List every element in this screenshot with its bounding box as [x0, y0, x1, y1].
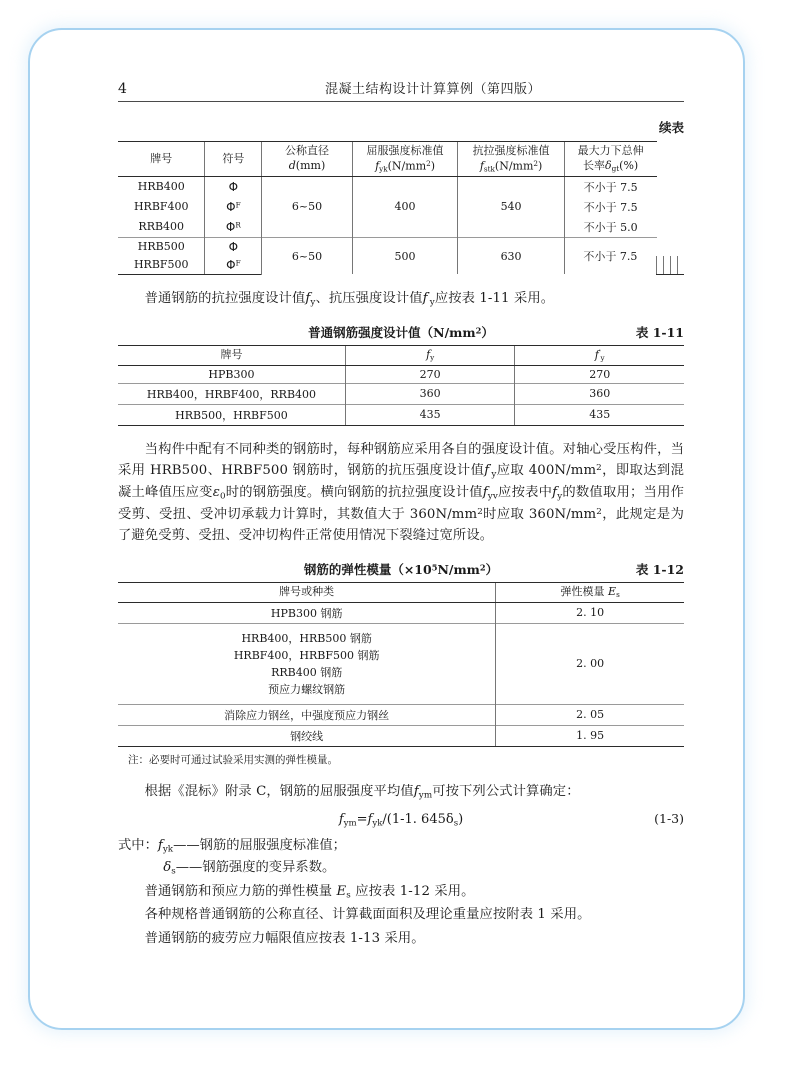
- cell-fy-prime: 270: [515, 365, 684, 383]
- cell-modulus: 2. 10: [496, 602, 684, 623]
- table-row-header: [118, 142, 684, 177]
- cell-fy-prime: 435: [515, 404, 684, 425]
- cell-symbol: Φ: [205, 176, 262, 197]
- cell-elongation: 不小于 7.5: [564, 176, 656, 197]
- th-modulus: 弹性模量 $E_s$: [496, 582, 684, 602]
- th-fy: $f_y$: [345, 345, 515, 365]
- formula-expression: $f_{ym}=f_{yk}/(1-1$. $645\delta_s$): [338, 812, 464, 829]
- cell-diameter: 6~50: [262, 176, 352, 237]
- cell-modulus: 2. 00: [496, 623, 684, 704]
- cell-grade: HRBF400: [133, 200, 189, 214]
- cell-symbol: Φ: [205, 237, 262, 256]
- cell-kind: 消除应力钢丝，中强度预应力钢丝: [118, 704, 496, 725]
- th-fy-prime: $f'_y$: [515, 345, 684, 365]
- cell-elongation: 不小于 7.5: [564, 197, 656, 217]
- cell-kind: HPB300 钢筋: [270, 606, 343, 620]
- cell-fy: 360: [345, 383, 515, 404]
- page-sheet: [118, 78, 684, 952]
- cell-grade: HRB400，HRBF400，RRB400: [118, 383, 345, 404]
- table-row: [118, 365, 684, 383]
- cell-grade: HRBF500: [118, 256, 205, 275]
- cell-kind: 钢绞线: [118, 725, 496, 746]
- closing-paragraph-2: 各种规格普通钢筋的公称直径、计算截面面积及理论重量应按附表 1 采用。: [144, 907, 591, 923]
- cell-fy: 435: [345, 404, 515, 425]
- table-row: [118, 383, 684, 404]
- formula-1-3: [118, 811, 684, 828]
- th-grade: 牌号: [118, 142, 205, 177]
- equation-number: (1-3): [654, 811, 684, 827]
- cell-grade: HRB400: [137, 180, 185, 194]
- th-yield: 屈服强度标准值 $f_{yk}(N/mm^2)$: [352, 142, 458, 177]
- cell-symbol: $\Phi^F$: [205, 197, 262, 217]
- cell-yield: 400: [352, 176, 458, 237]
- cell-diameter: 6~50: [262, 237, 352, 274]
- book-title: 混凝土结构设计计算算例（第四版）: [324, 82, 541, 97]
- th-diameter: 公称直径 d(mm): [262, 142, 352, 177]
- th-grade: 牌号: [118, 345, 345, 365]
- closing-paragraph-3: 普通钢筋的疲劳应力幅限值应按表 1-13 采用。: [144, 930, 425, 946]
- cell-tensile: 630: [458, 237, 564, 274]
- cell-grade: HPB300: [208, 367, 255, 381]
- table-1-12: [118, 582, 684, 747]
- cell-fy: 270: [345, 365, 515, 383]
- continued-table-label: 续表: [658, 120, 684, 135]
- table-1-11: [118, 345, 684, 426]
- paragraph-before-table-1-11: 普通钢筋的抗拉强度设计值$f_y$、抗压强度设计值$f'_y$应按表 1-11 采用。: [144, 290, 555, 308]
- closing-paragraph-1: 普通钢筋和预应力筋的弹性模量 $E_s$ 应按表 1-12 采用。: [144, 883, 475, 901]
- header-rule: [118, 101, 684, 102]
- table-row: [118, 237, 684, 256]
- table-row: [118, 725, 684, 746]
- table-row-header: [118, 345, 684, 365]
- th-kind: 牌号或种类: [118, 582, 496, 602]
- formula-lead-paragraph: 根据《混标》附录 C，钢筋的屈服强度平均值$f_{ym}$可按下列公式计算确定：: [144, 783, 580, 801]
- table-row: [118, 602, 684, 623]
- table-row: [118, 404, 684, 425]
- cell-grade: HRB500: [118, 237, 205, 256]
- page-number: 4: [118, 81, 127, 97]
- caption-number: 表 1-11: [635, 324, 684, 340]
- caption-number: 表 1-12: [635, 561, 684, 577]
- cell-elongation: 不小于 5.0: [564, 217, 656, 238]
- table-1-11-caption: [118, 323, 684, 341]
- cell-grade: HRB500，HRBF500: [118, 404, 345, 425]
- th-elongation: 最大力下总伸 长率$\delta_{gt}(\%)$: [564, 142, 656, 177]
- where-line-2: $\delta_s——$钢筋强度的变异系数。: [163, 860, 336, 877]
- cell-symbol: $\Phi^F$: [205, 256, 262, 275]
- cell-kind: HRB400，HRB500 钢筋 HRBF400，HRBF500 钢筋 RRB400 钢筋 预应力螺纹钢筋: [118, 623, 496, 704]
- cell-symbol: $\Phi^R$: [205, 217, 262, 238]
- where-line-1: 式中：$f_{yk}——$钢筋的屈服强度标准值；: [118, 837, 346, 855]
- table-row-header: [118, 582, 684, 602]
- cell-modulus: 2. 05: [496, 704, 684, 725]
- th-symbol: 符号: [205, 142, 262, 177]
- table-continued: [118, 141, 684, 275]
- caption-title: 普通钢筋强度设计值$(N/mm^2)$: [308, 324, 494, 340]
- table-row: [118, 704, 684, 725]
- cell-modulus: 1. 95: [496, 725, 684, 746]
- th-tensile: 抗拉强度标准值 $f_{stk}(N/mm^2)$: [458, 142, 564, 177]
- caption-title: 钢筋的弹性模量$(\times 10^5N/mm^2)$: [303, 561, 499, 577]
- table-row: [118, 176, 684, 197]
- running-head: [118, 78, 684, 98]
- cell-fy-prime: 360: [515, 383, 684, 404]
- main-paragraph: 当构件中配有不同种类的钢筋时，每种钢筋应采用各自的强度设计值。对轴心受压构件，当采用 HRB500、HRBF500 钢筋时，钢筋的抗压强度设计值$f'_y$应取 $400N/mm^2$，即取达到混凝土峰值压应变$\varepsilon_0$时的钢筋强度。横向钢筋的抗拉强度设计值$f_{yv}$应按表中$f_y$的数值取用；当用作受剪、受扭、受冲切承载力计算时，其数值大于 $360N/mm^2$时应取 $360N/mm^2$，此规定是为了避免受剪、受扭、受冲切构件正常使用情况下裂缝过宽所设。: [118, 441, 684, 544]
- table-1-12-caption: [118, 560, 684, 578]
- cell-grade: RRB400: [138, 220, 185, 234]
- cell-yield: 500: [352, 237, 458, 274]
- table-1-12-note: 注：必要时可通过试验采用实测的弹性模量。: [128, 753, 338, 766]
- table-row: [118, 623, 684, 704]
- cell-tensile: 540: [458, 176, 564, 237]
- cell-elongation: 不小于 7.5: [564, 237, 656, 274]
